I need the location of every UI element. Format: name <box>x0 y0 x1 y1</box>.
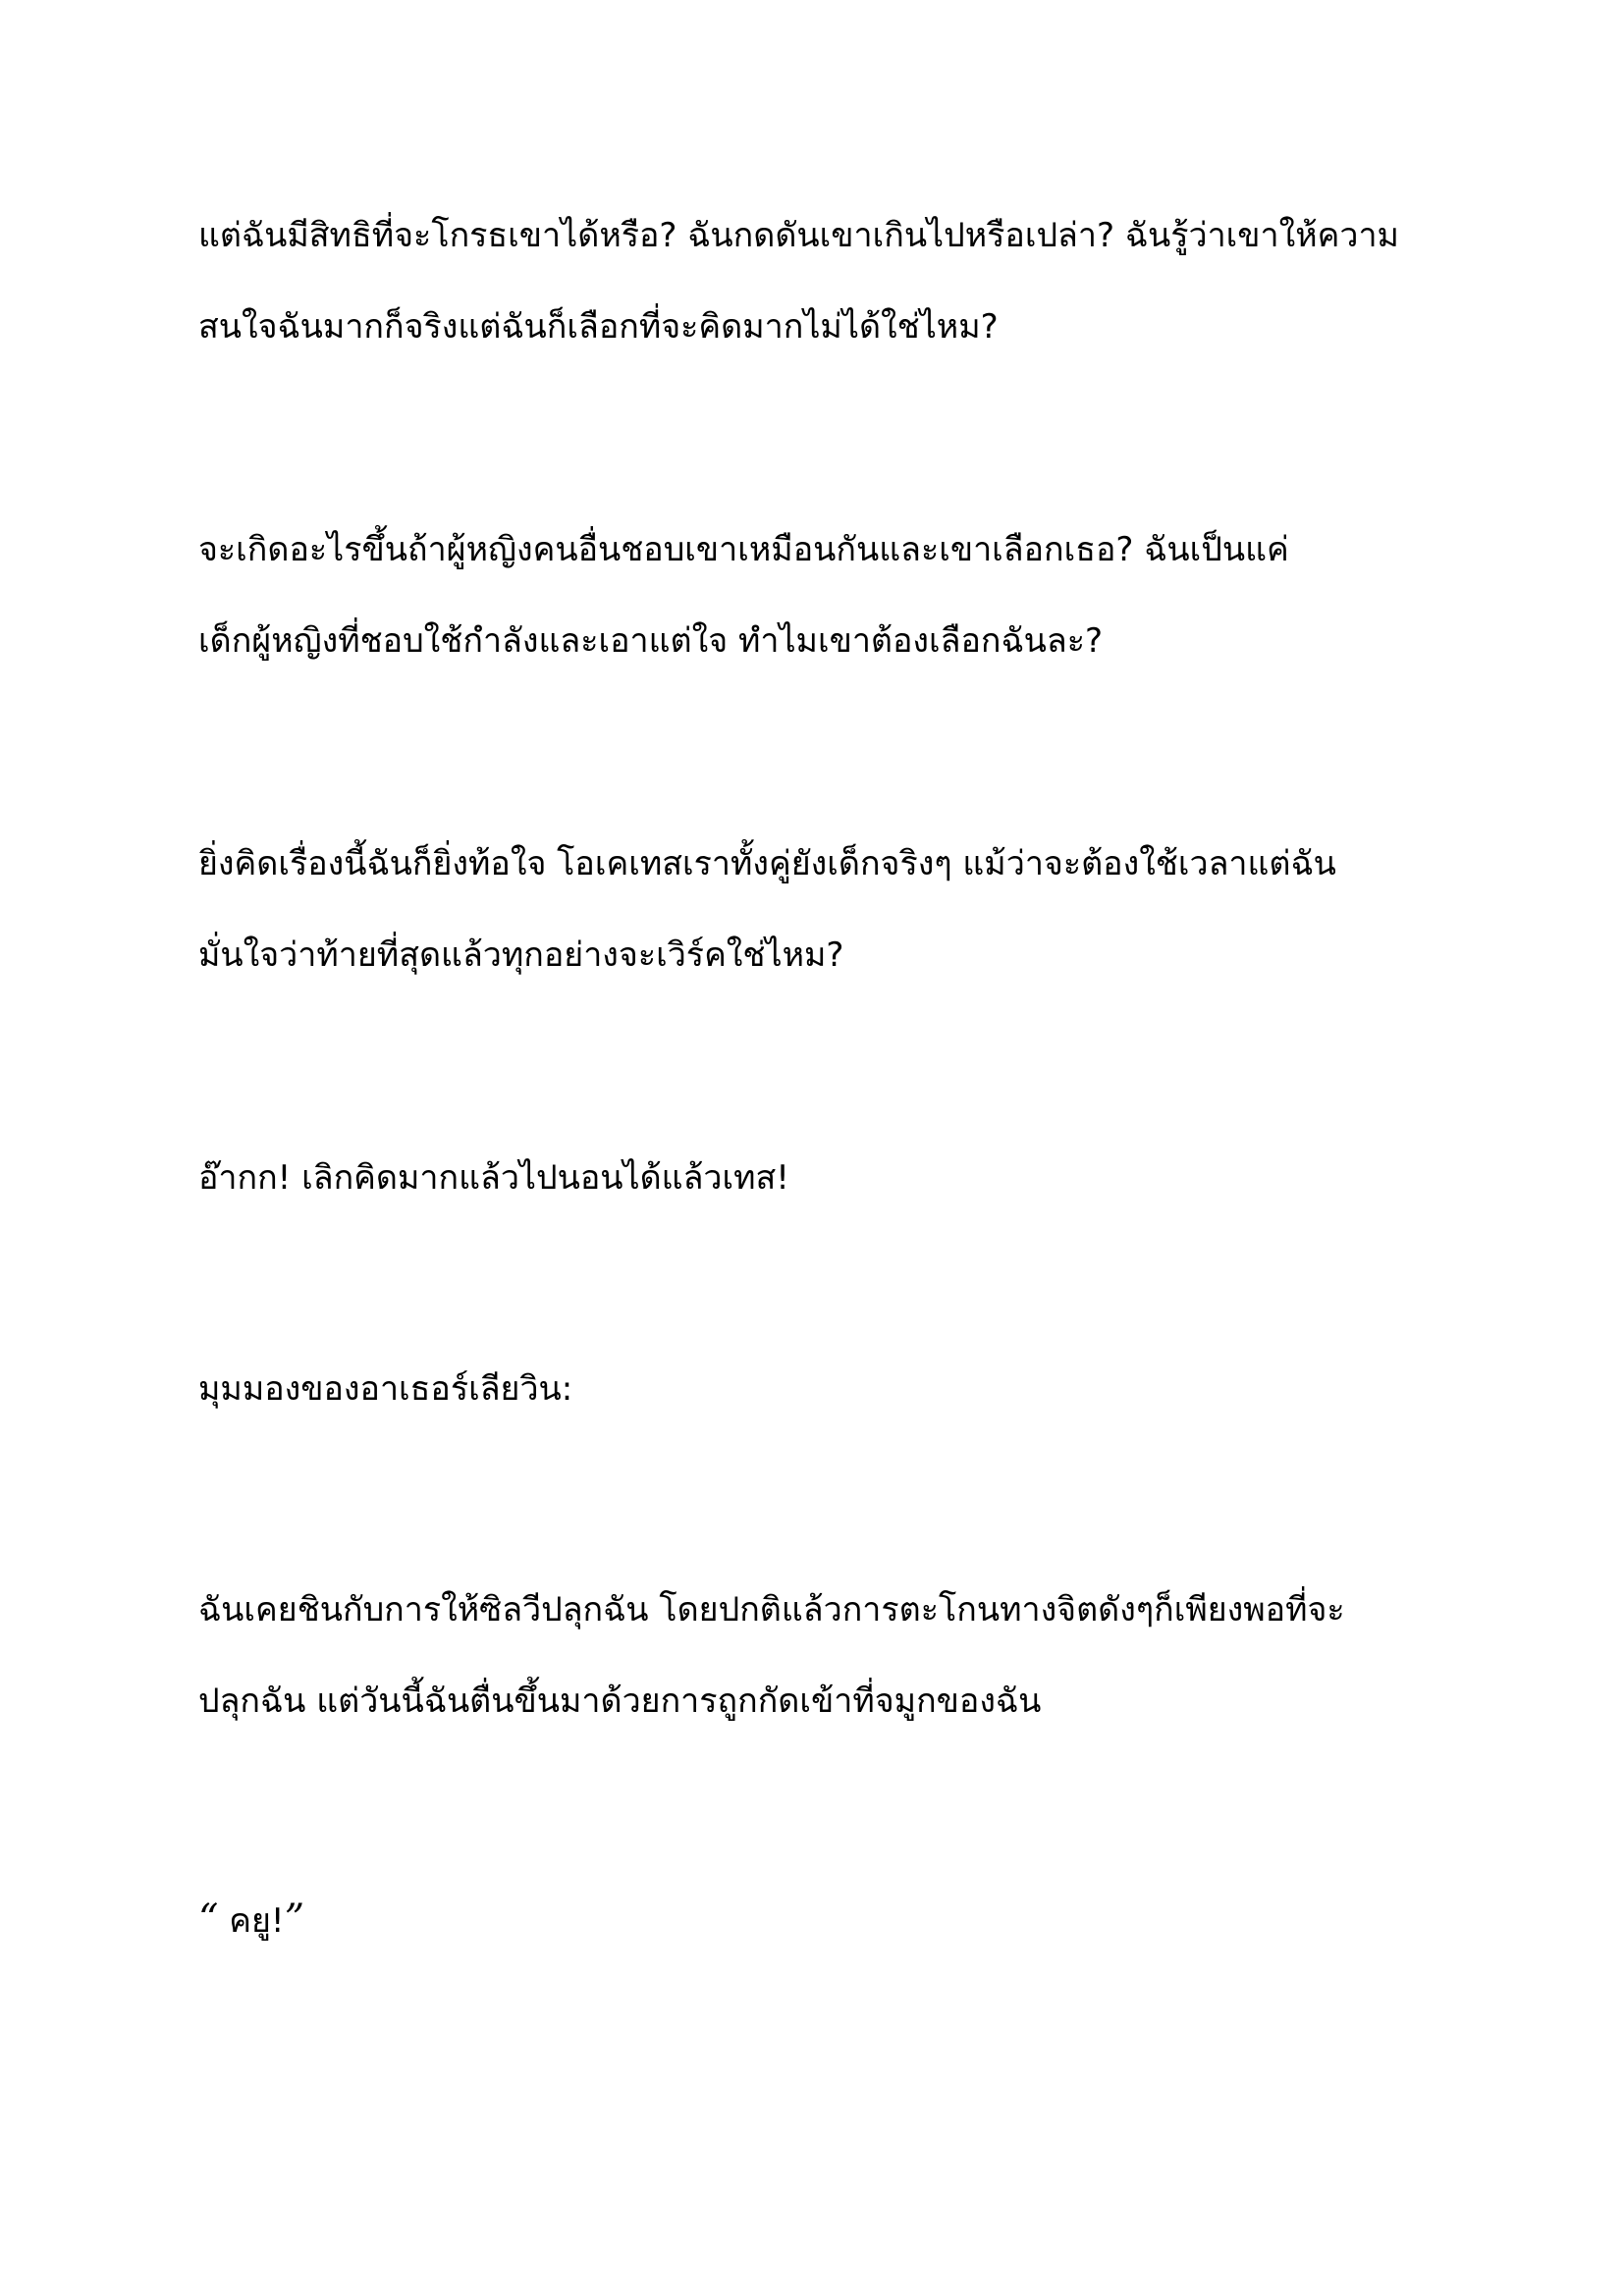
close-quote-mark: ” <box>284 1896 305 1942</box>
paragraph-6-line-1: ฉันเคยชินกับการให้ซิลวีปลุกฉัน โดยปกติแล้วการตะโกนทางจิตดังๆก็เพียงพอที่จะ <box>198 1590 1345 1629</box>
paragraph-3-line-1: ยิ่งคิดเรื่องนี้ฉันก็ยิ่งท้อใจ โอเคเทสเราทั้งคู่ยังเด็กจริงๆ แม้ว่าจะต้องใช้เวลาแต่ฉัน <box>198 844 1336 883</box>
paragraph-3-line-2: มั่นใจว่าท้ายที่สุดแล้วทุกอย่างจะเวิร์คใช่ไหม? <box>198 935 844 975</box>
section-heading-arthur-pov: มุมมองของอาเธอร์เลียวิน: <box>198 1369 573 1409</box>
paragraph-6-line-2: ปลุกฉัน แต่วันนี้ฉันตื่นขึ้นมาด้วยการถูกกัดเข้าที่จมูกของฉัน <box>198 1682 1042 1721</box>
open-quote-mark: “ <box>198 1896 219 1942</box>
paragraph-2-line-2: เด็กผู้หญิงที่ชอบใช้กำลังและเอาแต่ใจ ทำไมเขาต้องเลือกฉันละ? <box>198 621 1104 661</box>
paragraph-2-line-1: จะเกิดอะไรขึ้นถ้าผู้หญิงคนอื่นชอบเขาเหมือนกันและเขาเลือกเธอ? ฉันเป็นแค่ <box>198 530 1289 569</box>
paragraph-1-line-2: สนใจฉันมากก็จริงแต่ฉันก็เลือกที่จะคิดมากไม่ได้ใช่ไหม? <box>198 307 999 347</box>
paragraph-4-line-1: อ๊ากก! เลิกคิดมากแล้วไปนอนได้แล้วเทส! <box>198 1158 789 1198</box>
dialogue-line <box>198 1890 1475 1950</box>
dialogue-text: คยู! <box>218 1901 285 1941</box>
paragraph-1-line-1: แต่ฉันมีสิทธิที่จะโกรธเขาได้หรือ? ฉันกดดันเขาเกินไปหรือเปล่า? ฉันรู้ว่าเขาให้ความ <box>198 216 1399 255</box>
